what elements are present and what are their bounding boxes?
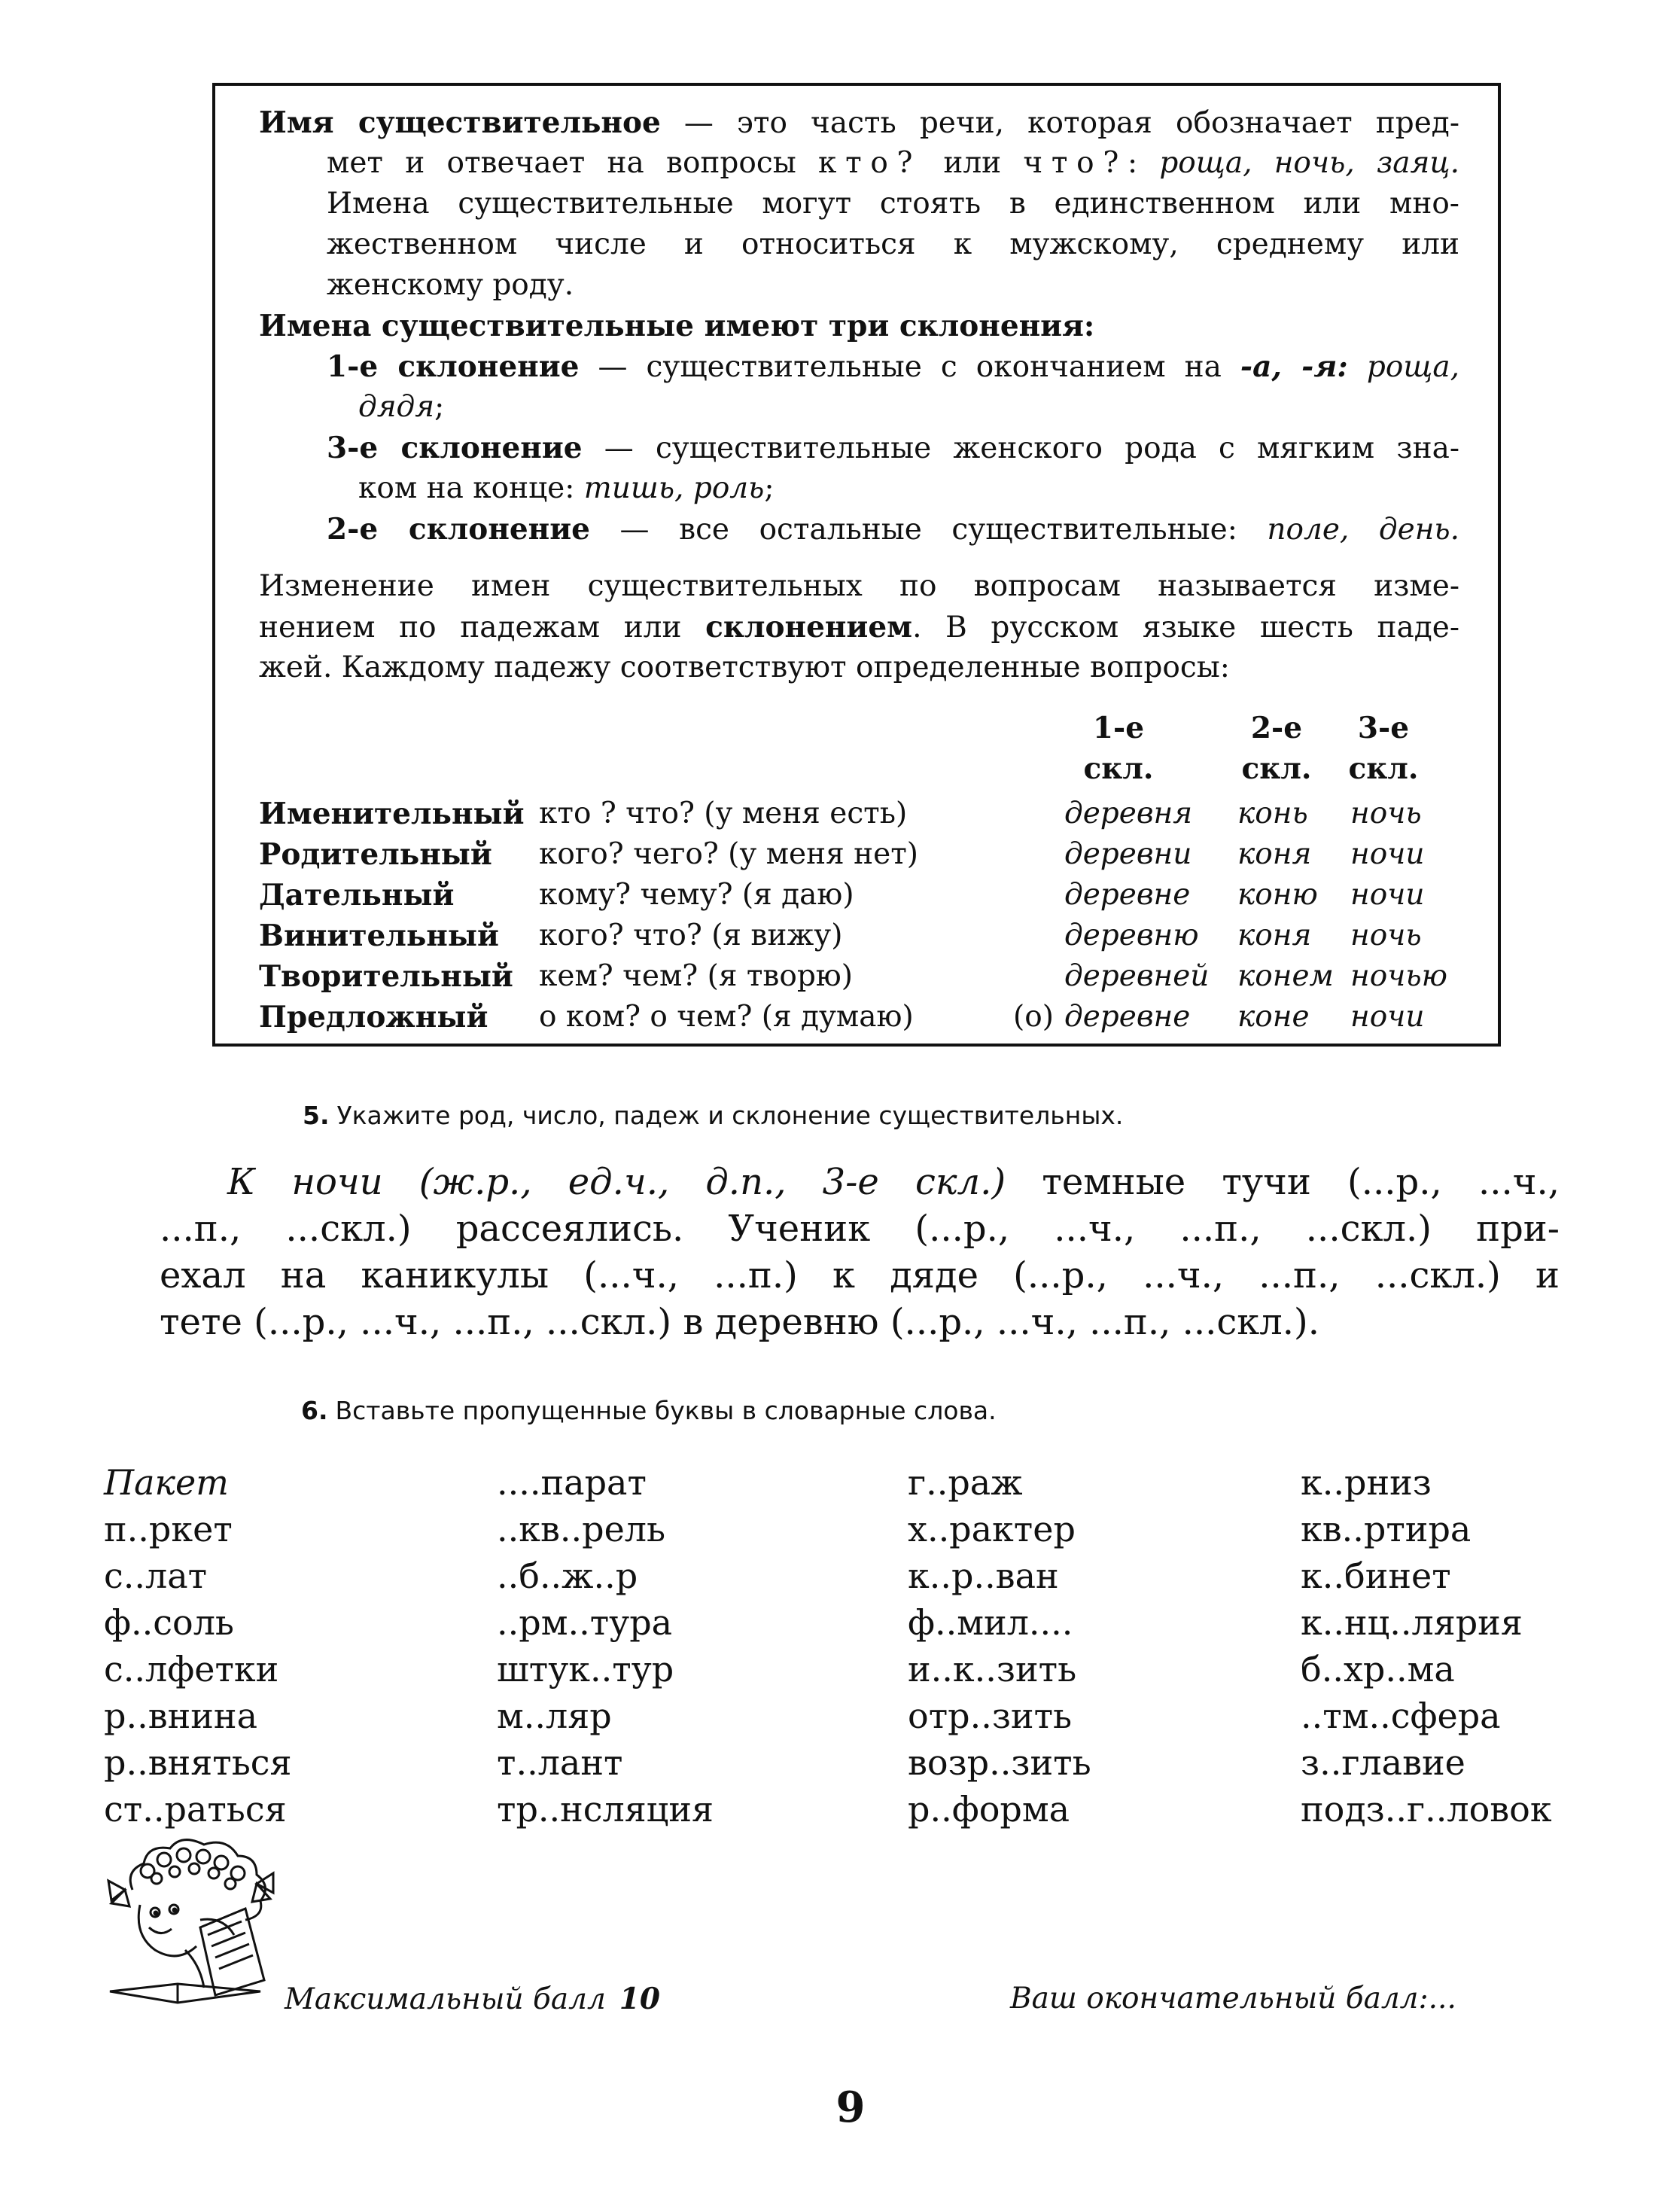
cases-intro-line-3: жей. Каждому падежу соответствуют определенные вопросы: [259,651,1230,684]
case-name: Творительный [259,959,513,994]
word-item: п..ркет [104,1509,233,1549]
word-column-4 [1301,1459,1552,1833]
decl-2-form: конь [1237,797,1308,830]
task-6-heading [301,1394,997,1427]
word-item: х..рактер [908,1509,1076,1549]
word-item: возр..зить [908,1742,1091,1783]
definition-text: — это часть речи, которая обозначает пред- [660,106,1459,140]
case-row-dative [215,875,1498,916]
decl-2-form: коню [1237,878,1318,912]
header-num: 3-е [1357,711,1410,745]
decl-3-form: ночи [1350,837,1425,871]
decl-1-form: деревне [1064,1000,1191,1034]
final-score: Ваш окончательный балл:... [1010,1982,1456,2016]
table-header-decl-2 [1231,708,1322,789]
case-questions: кого? чего? (у меня нет) [539,837,918,871]
case-name: Родительный [259,837,492,872]
question-kto: кто? [818,146,922,180]
task-title: Укажите род, число, падеж и склонение существительных. [336,1101,1124,1130]
word-example: Пакет [104,1462,229,1503]
decl3-text: ком на конце: [358,471,584,505]
max-score [285,1980,660,2019]
case-row-accusative [215,916,1498,956]
decl-2-form: конем [1237,959,1334,993]
cases-intro-text: . В русском языке шесть паде- [912,611,1460,644]
case-name: Именительный [259,797,525,831]
case-questions: кем? чем? (я творю) [539,959,853,993]
word-item: с..лфетки [104,1649,279,1690]
definition-line-5: женскому роду. [327,268,574,302]
decl1-text: — существительные с окончанием на [579,350,1240,384]
decl-1-form: деревню [1064,919,1199,952]
task-number: 5. [303,1101,330,1130]
question-chto: что? [1023,146,1128,180]
word-item: ..тм..сфера [1301,1696,1501,1736]
max-score-label: Максимальный балл [285,1982,606,2016]
case-questions: кому? чему? (я даю) [539,878,854,912]
girl-reading-book-icon [102,1837,291,2010]
case-questions: кто ? что? (у меня есть) [539,797,908,830]
decl3-examples: тишь, роль [583,471,765,505]
exercise-example: К ночи (ж.р., ед.ч., д.п., 3-е скл.) [227,1161,1006,1203]
decl1-line-2 [358,387,1459,428]
cases-intro-line-1: Изменение имен существительных по вопросам называется изме- [259,569,1459,603]
case-name: Предложный [259,1000,488,1034]
decl-3-form: ночи [1350,1000,1425,1034]
word-item: ..рм..тура [497,1602,673,1643]
decl3-text: — существительные женского рода с мягким зна- [582,431,1460,465]
word-column-3 [908,1459,1091,1833]
case-questions: кого? что? (я вижу) [539,919,843,952]
word-item: ..б..ж..р [497,1555,638,1596]
definition-line-1 [259,102,1459,144]
definition-line-4: жественном числе и относиться к мужскому, среднему или [327,227,1459,261]
exercise-line-4: тете (...р., ...ч., ...п., ...скл.) в деревню (...р., ...ч., ...п., ...скл.). [160,1301,1320,1343]
word-item: т..лант [497,1742,623,1783]
decl3-label: 3-е склонение [327,431,583,465]
word-item: з..главие [1301,1742,1465,1783]
decl3-line-2 [358,468,1459,509]
word-item: р..вняться [104,1742,292,1783]
word-item: ....парат [497,1462,647,1503]
word-item: р..внина [104,1696,257,1736]
header-abbr: скл. [1083,751,1154,786]
word-item: м..ляр [497,1696,612,1736]
case-row-prepositional [215,997,1498,1037]
word-item: с..лат [104,1555,208,1596]
exercise-line-3: ехал на каникулы (...ч., ...п.) к дяде (...р., ...ч., ...п., ...скл.) и [160,1254,1560,1296]
decl2-label: 2-е склонение [327,512,590,547]
task-title: Вставьте пропущенные буквы в словарные слова. [335,1396,997,1425]
word-item: отр..зить [908,1696,1073,1736]
page-number: 9 [835,2083,866,2132]
decl2-text: — все остальные существительные: [589,513,1268,547]
declensions-heading: Имена существительные имеют три склонения: [259,309,1095,343]
header-num: 2-е [1250,711,1303,745]
definition-text: или [921,146,1024,180]
decl2-examples: поле, день. [1267,513,1460,547]
word-item: к..рниз [1301,1462,1432,1503]
table-header-decl-3 [1338,708,1429,789]
punct: ; [764,471,775,505]
cases-intro-text: нением по падежам или [259,611,706,644]
definition-text: : [1127,146,1160,180]
word-item: кв..ртира [1301,1509,1472,1549]
word-item: ст..раться [104,1789,287,1830]
decl-3-form: ночи [1350,878,1425,912]
definition-line-3: Имена существительные могут стоять в единственном или мно- [327,187,1459,221]
header-num: 1-е [1092,711,1145,745]
word-item: тр..нсляция [497,1789,714,1830]
decl-1-form: деревней [1064,959,1210,993]
decl1-example: роща, [1347,350,1459,384]
decl2-line [327,509,1459,550]
decl1-example: дядя [358,390,435,424]
word-item: штук..тур [497,1649,674,1690]
word-item: р..форма [908,1789,1070,1830]
word-item: ф..соль [104,1602,234,1643]
word-list [104,1459,1654,1836]
decl-1-form: деревня [1064,797,1193,830]
word-item: подз..г..ловок [1301,1789,1552,1830]
word-item: к..нц..лярия [1301,1602,1523,1643]
exercise-line-1 [227,1159,1560,1205]
decl-1-form: деревне [1064,878,1191,912]
word-item: к..р..ван [908,1555,1059,1596]
decl-2-form: коня [1237,919,1312,952]
case-preposition: (о) [1013,1000,1054,1034]
table-header-decl-1 [1073,708,1164,789]
cases-intro-line-2 [259,607,1459,648]
decl-2-form: коня [1237,837,1312,871]
word-item: г..раж [908,1462,1023,1503]
decl-3-form: ночь [1350,919,1422,952]
case-name: Винительный [259,919,499,953]
decl1-label: 1-е склонение [327,349,580,384]
decl1-line-1 [327,346,1459,388]
case-row-instrumental [215,956,1498,997]
word-item: ф..мил.... [908,1602,1073,1643]
exercise-line-2: ...п., ...скл.) рассеялись. Ученик (...р., ...ч., ...п., ...скл.) при- [160,1208,1560,1250]
decl-3-form: ночью [1350,959,1447,993]
word-item: б..хр..ма [1301,1649,1455,1690]
word-column-2 [497,1459,714,1833]
header-abbr: скл. [1241,751,1312,786]
punct: ; [434,390,445,424]
definition-text: мет и отвечает на вопросы [327,146,818,180]
task-number: 6. [301,1396,328,1425]
decl-1-form: деревни [1064,837,1192,871]
case-name: Дательный [259,878,455,913]
definition-examples: роща, ночь, заяц. [1159,146,1459,180]
word-column-1 [104,1459,292,1833]
decl3-line-1 [327,428,1459,469]
case-row-nominative [215,794,1498,834]
word-item: ..кв..рель [497,1509,666,1549]
term: Имя существительное [259,105,661,140]
exercise-text: темные тучи (...р., ...ч., [1006,1161,1560,1203]
word-item: к..бинет [1301,1555,1451,1596]
max-score-value: 10 [619,1982,661,2016]
definition-line-2 [327,143,1459,184]
decl-2-form: коне [1237,1000,1310,1034]
decl-3-form: ночь [1350,797,1422,830]
word-item: и..к..зить [908,1649,1077,1690]
rule-box [212,83,1501,1047]
header-abbr: скл. [1348,751,1419,786]
case-questions: о ком? о чем? (я думаю) [539,1000,914,1034]
cases-intro-bold: склонением [705,610,913,644]
decl1-endings: -а, -я: [1240,349,1348,384]
case-row-genitive [215,834,1498,875]
task-5-heading [303,1099,1123,1132]
